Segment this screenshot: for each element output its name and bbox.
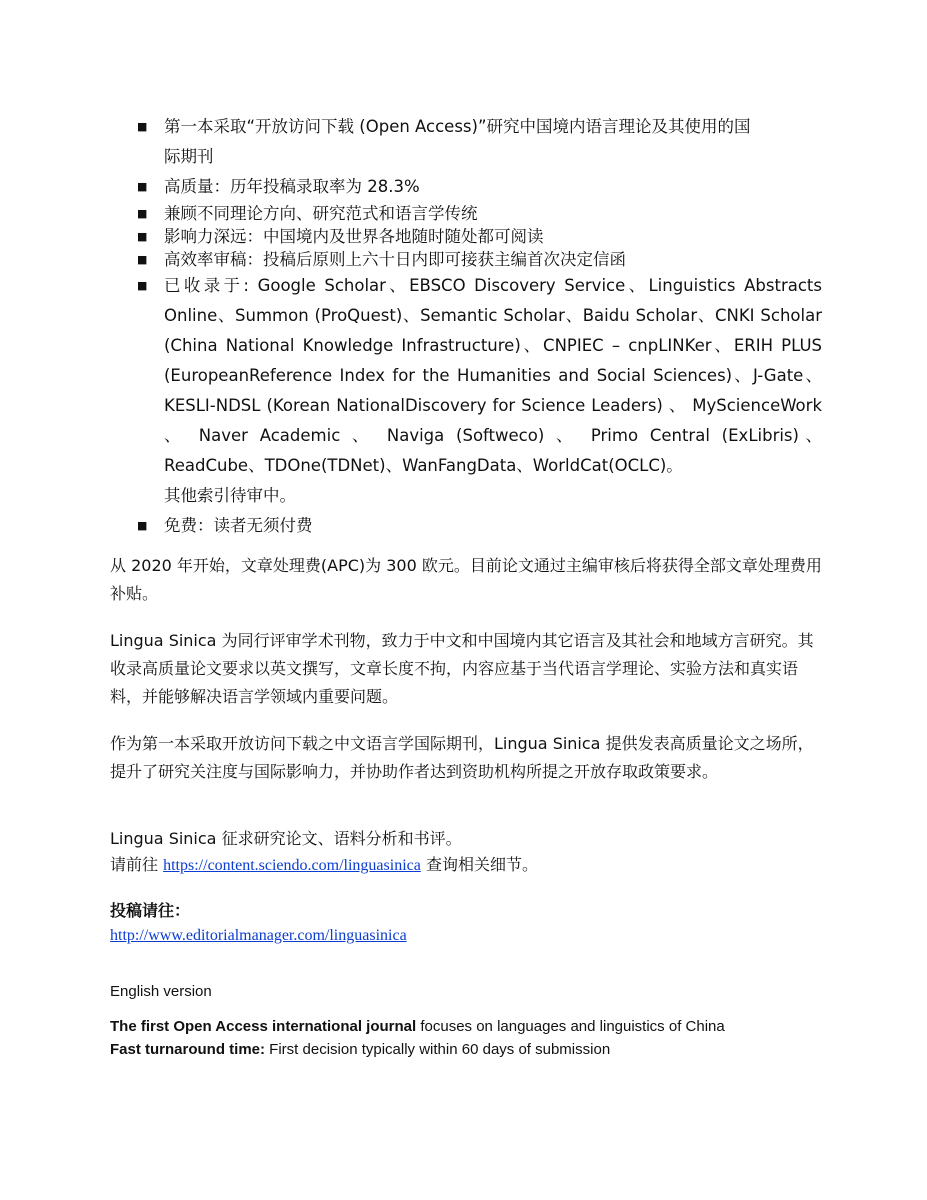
apc-paragraph: 从 2020 年开始，文章处理费(APC)为 300 欧元。目前论文通过主编审核后将获得全部文章处理费用补贴。 xyxy=(110,556,822,603)
visit-line xyxy=(110,851,822,880)
square-bullet-icon: ■ xyxy=(137,279,148,292)
feature-list xyxy=(110,112,822,541)
square-bullet-icon: ■ xyxy=(137,253,148,266)
list-item-text: 影响力深远：中国境内及世界各地随时随处都可阅读 xyxy=(164,227,544,246)
list-item-text: 际期刊 xyxy=(164,147,214,166)
list-item-text: 高效率审稿：投稿后原则上六十日内即可接获主编首次决定信函 xyxy=(164,250,626,269)
list-item-indexing xyxy=(110,271,822,511)
list-item xyxy=(110,225,822,248)
intro-paragraph: Lingua Sinica 为同行评审学术刊物，致力于中文和中国境内其它语言及其社会和地域方言研究。其收录高质量论文要求以英文撰写，文章长度不拘，内容应基于当代语言学理论、实验方法和真实语料，并能够解决语言学领域内重要问题。 xyxy=(110,631,814,706)
indexing-tail: 其他索引待审中。 xyxy=(164,486,296,505)
list-item xyxy=(110,202,822,225)
submit-label: 投稿请往： xyxy=(110,901,191,920)
visit-suffix: 查询相关细节。 xyxy=(425,855,538,874)
english-line2-bold: Fast turnaround time: xyxy=(110,1041,266,1058)
indexing-text: 已收录于: Google Scholar、EBSCO Discovery Service、Linguistics Abstracts Online、Summon (ProQuest)、Semantic Scholar、Baidu Scholar、CNKI Scholar (China National Knowledge Infrastructure)、CNPIEC – cnpLINKer、ERIH PLUS (EuropeanReference Index for the Humanities and Social Sciences)、J-Gate、KESLI-NDSL (Korean NationalDiscovery for Science Leaders) 、 MyScienceWork 、 Naver Academic 、 Naviga (Softweco) 、 Primo Central (ExLibris)、ReadCube、TDOne(TDNet)、WanFangData、WorldCat(OCLC)。 xyxy=(164,276,822,475)
square-bullet-icon: ■ xyxy=(137,180,148,193)
list-item-text: 免费：读者无须付费 xyxy=(164,516,313,535)
editorial-manager-link[interactable]: http://www.editorialmanager.com/linguasinica xyxy=(110,927,407,944)
square-bullet-icon: ■ xyxy=(137,230,148,243)
submit-section xyxy=(110,899,822,948)
square-bullet-icon: ■ xyxy=(137,519,148,532)
sciendo-link[interactable]: https://content.sciendo.com/linguasinica xyxy=(163,857,421,874)
square-bullet-icon: ■ xyxy=(137,207,148,220)
open-access-paragraph: 作为第一本采取开放访问下载之中文语言学国际期刊，Lingua Sinica 提供发表高质量论文之场所，提升了研究关注度与国际影响力，并协助作者达到资助机构所提之开放存取政策要求。 xyxy=(110,734,814,781)
english-summary xyxy=(110,1015,822,1061)
english-line1-rest: focuses on languages and linguistics of China xyxy=(416,1018,725,1035)
list-item-text: 高质量：历年投稿录取率为 28.3% xyxy=(164,177,420,196)
list-item xyxy=(110,248,822,271)
list-item xyxy=(110,511,822,541)
call-for-papers: Lingua Sinica 征求研究论文、语料分析和书评。 xyxy=(110,829,462,848)
list-item-text: 第一本采取“开放访问下载 (Open Access)”研究中国境内语言理论及其使用的国 xyxy=(164,117,751,136)
list-item-text: 兼顾不同理论方向、研究范式和语言学传统 xyxy=(164,204,478,223)
english-version-heading: English version xyxy=(110,983,212,1000)
visit-prefix: 请前往 xyxy=(110,855,159,874)
english-line2-rest: First decision typically within 60 days of submission xyxy=(265,1041,611,1058)
list-item xyxy=(110,172,822,202)
list-item xyxy=(110,112,822,172)
square-bullet-icon: ■ xyxy=(137,120,148,133)
english-line1-bold: The first Open Access international journal xyxy=(110,1018,417,1035)
